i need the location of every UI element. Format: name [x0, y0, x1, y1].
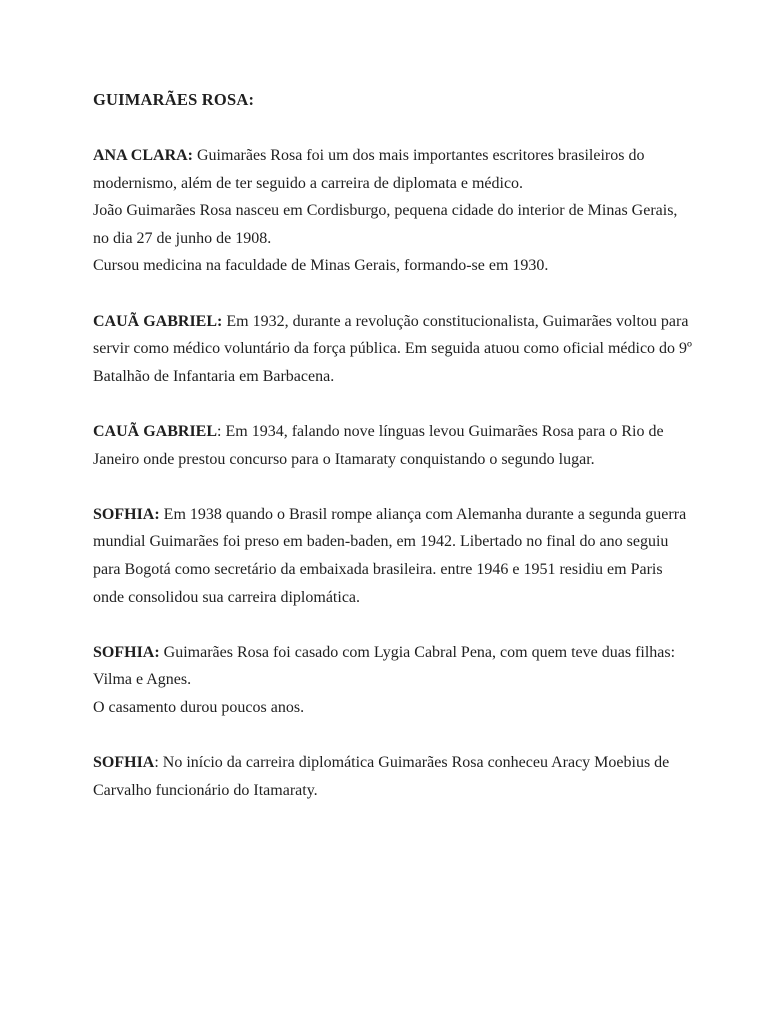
paragraph-extra-line: O casamento durou poucos anos. [93, 698, 305, 716]
paragraph-5 [93, 639, 693, 722]
paragraph-4 [93, 501, 693, 611]
speaker-label: ANA CLARA: [93, 147, 193, 164]
paragraph-first-line [93, 749, 693, 804]
paragraph-first-line [93, 501, 693, 611]
paragraph-text: Em 1938 quando o Brasil rompe aliança com Alemanha durante a segunda guerra mundial Guimarães foi preso em baden-baden, em 1942. Libertado no final do ano seguiu para Bogotá como secretário da embaixada brasileira. entre 1946 e 1951 residiu em Paris onde consolidou sua carreira diplomática. [93, 505, 687, 606]
paragraph-text: Guimarães Rosa foi casado com Lygia Cabral Pena, com quem teve duas filhas: Vilma e Agnes. [93, 643, 676, 689]
paragraph-first-line [93, 308, 693, 391]
paragraph-text: Em 1932, durante a revolução constitucionalista, Guimarães voltou para servir como médico voluntário da força pública. Em seguida atuou como oficial médico do 9º Batalhão de Infantaria em Barbacena. [93, 312, 692, 385]
speaker-label: SOFHIA [93, 754, 155, 772]
paragraph-extra-line: Cursou medicina na faculdade de Minas Gerais, formando-se em 1930. [93, 257, 549, 275]
speaker-label: CAUÃ GABRIEL [93, 422, 218, 440]
paragraph-2 [93, 308, 693, 391]
paragraph-first-line [93, 418, 693, 473]
paragraph-text: Em 1934, falando nove línguas levou Guimarães Rosa para o Rio de Janeiro onde prestou concurso para o Itamaraty conquistando o segundo lugar. [93, 422, 664, 468]
paragraph-extra-line: João Guimarães Rosa nasceu em Cordisburgo, pequena cidade do interior de Minas Gerais, no dia 27 de junho de 1908. [93, 202, 678, 247]
paragraph-text: Guimarães Rosa foi um dos mais importantes escritores brasileiros do modernismo, além de ter seguido a carreira de diplomata e médico. [93, 147, 645, 192]
paragraph-1 [93, 142, 693, 280]
paragraph-first-line [93, 142, 693, 197]
document-page [93, 86, 693, 832]
paragraph-first-line [93, 639, 693, 694]
speaker-label: CAUÃ GABRIEL: [93, 312, 223, 330]
speaker-separator: : [154, 754, 163, 772]
document-title: GUIMARÃES ROSA: [93, 90, 255, 109]
paragraph-text: No início da carreira diplomática Guimarães Rosa conheceu Aracy Moebius de Carvalho funcionário do Itamaraty. [93, 754, 670, 799]
paragraph-3 [93, 418, 693, 473]
paragraph-6 [93, 749, 693, 804]
speaker-label: SOFHIA: [93, 505, 160, 523]
speaker-label: SOFHIA: [93, 643, 160, 661]
speaker-separator: : [217, 422, 226, 440]
